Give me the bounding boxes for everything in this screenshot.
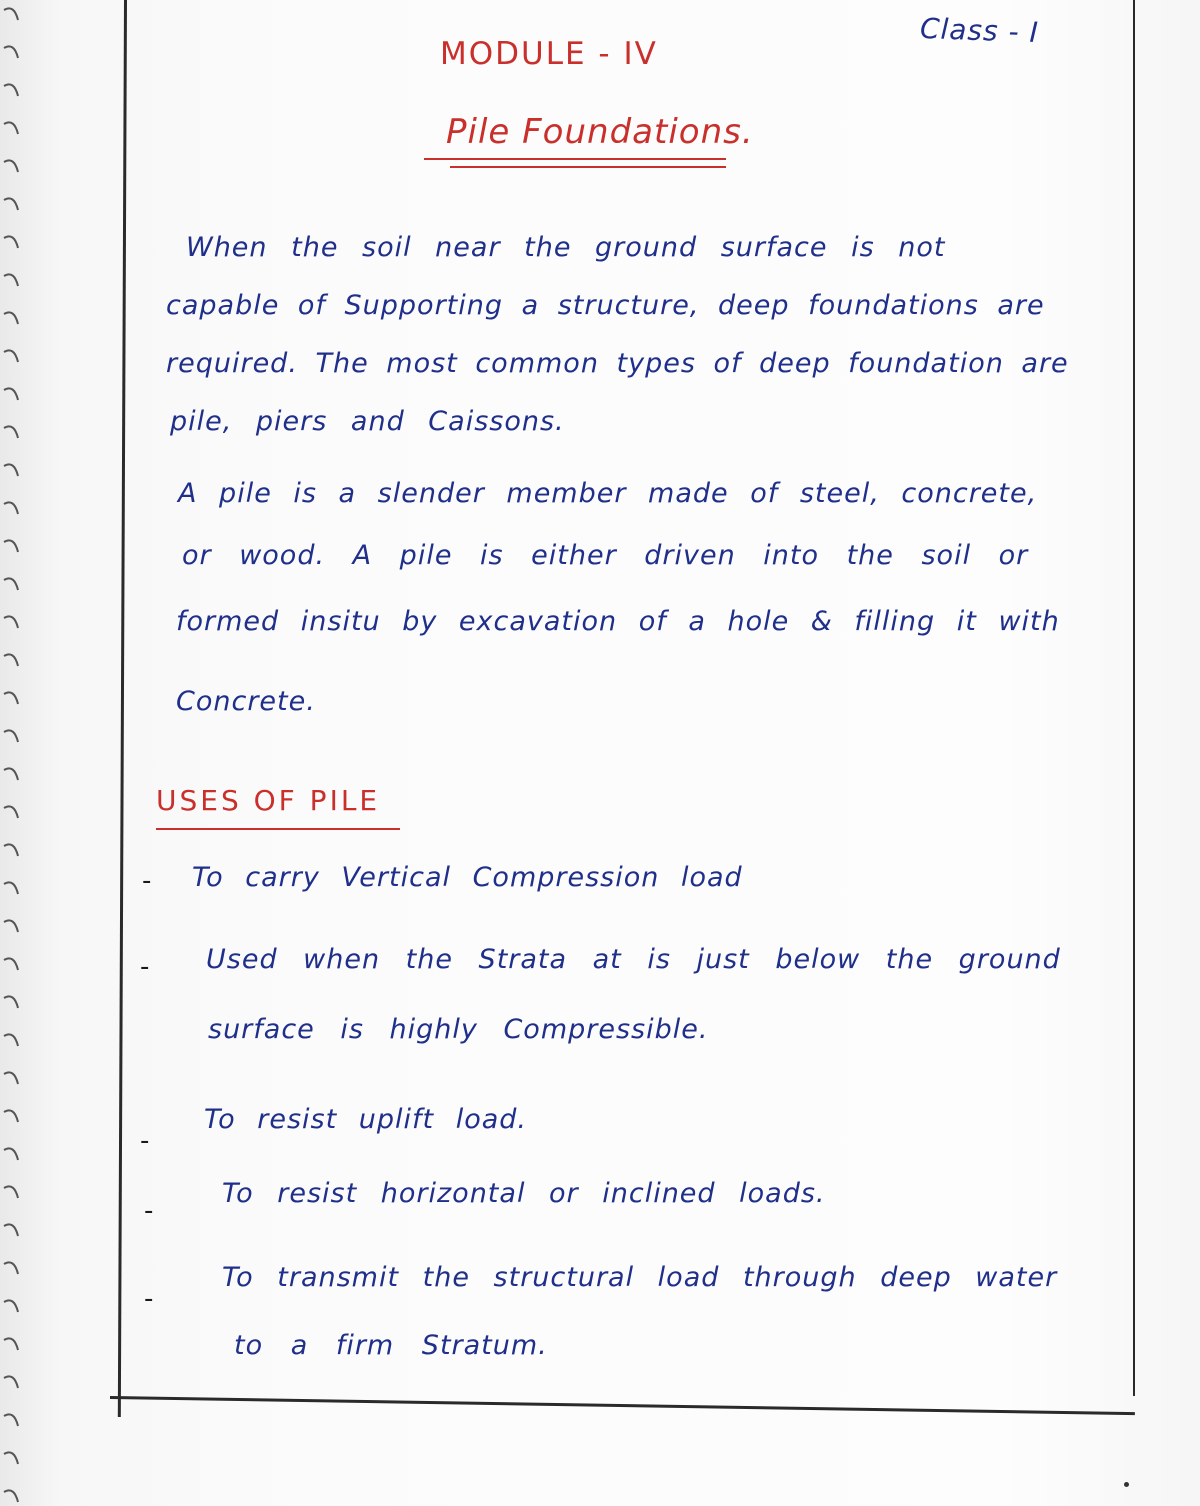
- binding-ring: [4, 844, 18, 856]
- binding-ring: [4, 616, 18, 628]
- bullet-dash: -: [140, 952, 150, 982]
- page-border-bottom: [110, 1396, 1135, 1415]
- binding-ring: [4, 730, 18, 742]
- binding-ring: [4, 464, 18, 476]
- binding-ring: [4, 1376, 18, 1388]
- binding-ring: [4, 388, 18, 400]
- binding-ring: [4, 996, 18, 1008]
- binding-ring: [4, 578, 18, 590]
- heading-underline: [424, 158, 726, 160]
- binding-ring: [4, 426, 18, 438]
- ink-dot: [1124, 1482, 1129, 1487]
- use-item: Used when the Strata at is just below the ground: [206, 944, 1061, 975]
- binding-ring: [4, 768, 18, 780]
- binding-ring: [4, 1414, 18, 1426]
- binding-ring: [4, 1034, 18, 1046]
- heading-underline: [450, 166, 726, 168]
- section-heading: USES OF PILE: [156, 784, 381, 817]
- binding-ring: [4, 806, 18, 818]
- bullet-dash: -: [144, 1196, 154, 1226]
- binding-ring: [4, 654, 18, 666]
- use-item-continuation: to a firm Stratum.: [234, 1330, 548, 1361]
- page-heading: Pile Foundations.: [446, 112, 754, 152]
- binding-ring: [4, 160, 18, 172]
- pile-line: or wood. A pile is either driven into the soil or: [182, 540, 1029, 571]
- binding-ring: [4, 502, 18, 514]
- binding-ring: [4, 1338, 18, 1350]
- use-item-continuation: surface is highly Compressible.: [208, 1014, 709, 1045]
- binding-ring: [4, 692, 18, 704]
- spiral-binding: [0, 0, 26, 1506]
- binding-ring: [4, 122, 18, 134]
- class-label: Class - I: [919, 11, 1040, 50]
- binding-ring: [4, 312, 18, 324]
- use-item: To resist uplift load.: [204, 1104, 527, 1135]
- page-border-left: [118, 0, 127, 1417]
- page-border-right: [1133, 0, 1135, 1396]
- pile-line: Concrete.: [176, 686, 316, 717]
- binding-ring: [4, 882, 18, 894]
- binding-ring: [4, 1300, 18, 1312]
- intro-line: pile, piers and Caissons.: [170, 406, 565, 437]
- use-item: To carry Vertical Compression load: [192, 862, 743, 893]
- binding-ring: [4, 274, 18, 286]
- intro-line: capable of Supporting a structure, deep foundations are: [166, 290, 1045, 321]
- pile-line: A pile is a slender member made of steel, concrete,: [178, 478, 1038, 509]
- binding-ring: [4, 1072, 18, 1084]
- use-item: To transmit the structural load through deep water: [222, 1262, 1058, 1293]
- bullet-dash: -: [142, 866, 152, 896]
- bullet-dash: -: [140, 1126, 150, 1156]
- binding-ring: [4, 1262, 18, 1274]
- module-title: MODULE - IV: [440, 36, 658, 72]
- section-underline: [156, 828, 400, 830]
- intro-line: When the soil near the ground surface is not: [186, 232, 946, 263]
- binding-ring: [4, 920, 18, 932]
- binding-ring: [4, 8, 18, 20]
- binding-ring: [4, 1452, 18, 1464]
- binding-ring: [4, 84, 18, 96]
- binding-ring: [4, 1186, 18, 1198]
- use-item: To resist horizontal or inclined loads.: [222, 1178, 826, 1209]
- binding-ring: [4, 1490, 18, 1502]
- binding-ring: [4, 1110, 18, 1122]
- binding-ring: [4, 1148, 18, 1160]
- binding-ring: [4, 236, 18, 248]
- binding-ring: [4, 46, 18, 58]
- intro-line: required. The most common types of deep foundation are: [166, 348, 1069, 379]
- bullet-dash: -: [144, 1284, 154, 1314]
- pile-line: formed insitu by excavation of a hole & filling it with: [176, 606, 1060, 637]
- binding-ring: [4, 198, 18, 210]
- binding-ring: [4, 958, 18, 970]
- binding-ring: [4, 540, 18, 552]
- binding-ring: [4, 1224, 18, 1236]
- binding-ring: [4, 350, 18, 362]
